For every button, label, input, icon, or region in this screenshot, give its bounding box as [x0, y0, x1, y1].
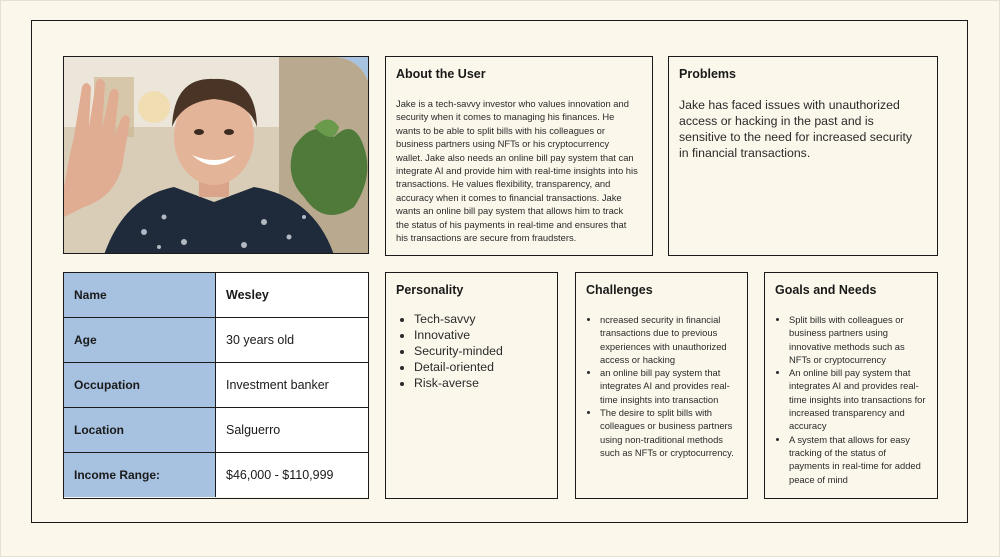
info-value-name: Wesley — [216, 273, 368, 317]
info-label: Occupation — [64, 363, 216, 407]
user-photo — [63, 56, 369, 254]
list-item: • an online bill pay system that integrates AI and provides real-time insights into transaction — [600, 366, 739, 406]
list-item: • An online bill pay system that integrates AI and provides real-time insights into transactions for increased transparency and accuracy — [789, 366, 929, 432]
about-title: About the User — [396, 67, 486, 81]
challenges-card — [575, 272, 748, 499]
goals-title: Goals and Needs — [775, 283, 877, 297]
list-item: • Risk-averse — [414, 375, 503, 391]
problems-title: Problems — [679, 67, 736, 81]
list-item: • Split bills with colleagues or business partners using innovative methods such as NFTs or cryptocurrency — [789, 313, 929, 366]
info-table — [63, 272, 369, 499]
list-item: • A system that allows for easy tracking of the status of payments in real-time for added peace of mind — [789, 433, 929, 486]
list-item: • The desire to split bills with colleagues or business partners using non-traditional methods such as NFTs or cryptocurrency. — [600, 406, 739, 459]
challenges-title: Challenges — [586, 283, 653, 297]
info-row-income — [64, 453, 368, 497]
about-card — [385, 56, 653, 256]
info-row-age — [64, 318, 368, 363]
info-label: Location — [64, 408, 216, 452]
info-label: Name — [64, 273, 216, 317]
personality-title: Personality — [396, 283, 464, 297]
list-item: • Detail-oriented — [414, 359, 503, 375]
info-value-income: $46,000 - $110,999 — [216, 453, 368, 497]
info-value-location: Salguerro — [216, 408, 368, 452]
list-item: • Innovative — [414, 327, 503, 343]
problems-text: Jake has faced issues with unauthorized access or hacking in the past and is sensitive to the need for increased security in financial transactions. — [679, 98, 913, 160]
goals-list — [777, 313, 929, 486]
list-item: • Security-minded — [414, 343, 503, 359]
problems-card — [668, 56, 938, 256]
info-row-name — [64, 273, 368, 318]
personality-list — [400, 311, 503, 391]
info-label: Age — [64, 318, 216, 362]
info-value-age: 30 years old — [216, 318, 368, 362]
list-item: • ncreased security in financial transactions due to previous experiences with unauthorized access or hacking — [600, 313, 739, 366]
info-value-occupation: Investment banker — [216, 363, 368, 407]
goals-card — [764, 272, 938, 499]
info-row-occupation — [64, 363, 368, 408]
list-item: • Tech-savvy — [414, 311, 503, 327]
personality-card — [385, 272, 558, 499]
info-row-location — [64, 408, 368, 453]
challenges-list — [588, 313, 739, 459]
info-label: Income Range: — [64, 453, 216, 497]
about-text: Jake is a tech-savvy investor who values innovation and security when it comes to managing his finances. He wants to be able to split bills with his colleagues or business partners using NFTs or his cryptocurrency wallet. Jake also needs an online bill pay system that can integrate AI and provide him with real-time insights into his transactions. He values flexibility, transparency, and accuracy when it comes to financial transactions. Jake wants an online bill pay system that allows him to track the status of his payments in real-time and ensures that his transactions are secure from fraudsters. — [396, 98, 638, 244]
